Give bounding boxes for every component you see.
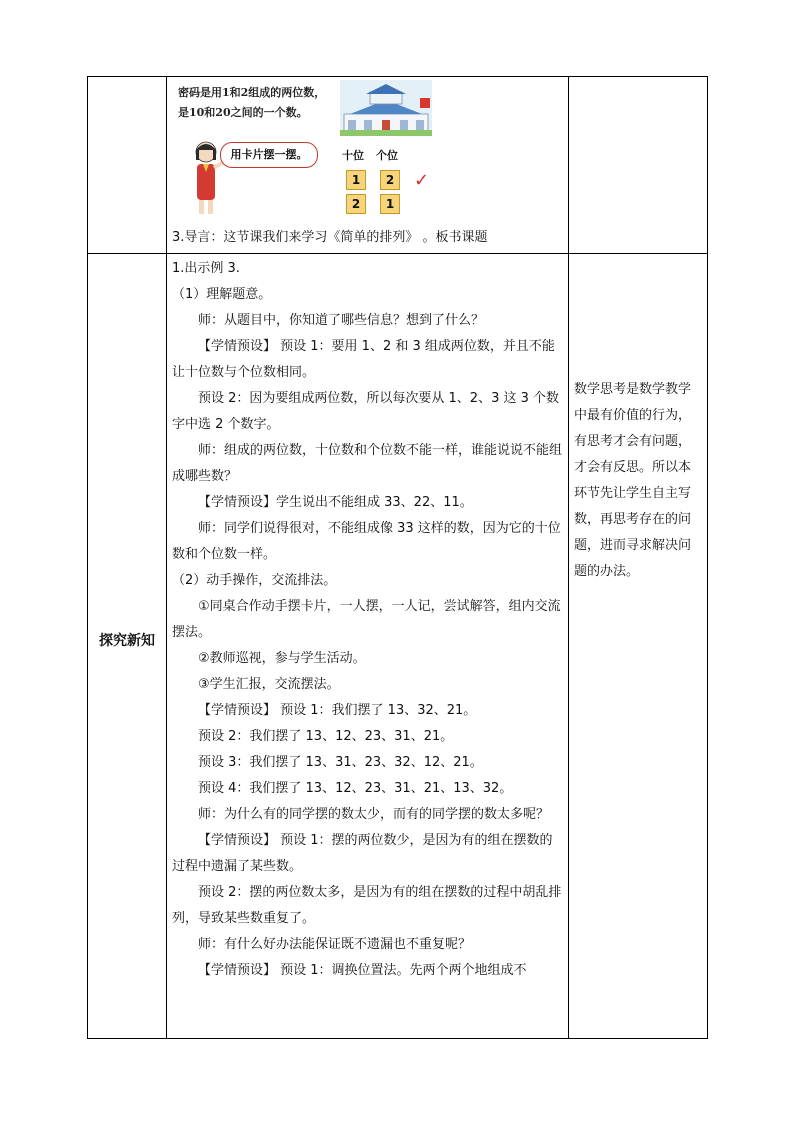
- digit-card: 1: [346, 170, 366, 190]
- content-paragraph: 师：为什么有的同学摆的数太少，而有的同学摆的数太多呢？: [198, 807, 550, 822]
- intro-line: 3.导言：这节课我们来学习《简单的排列》 。板书课题: [172, 230, 488, 245]
- content-paragraph: 预设 4：我们摆了 13、12、23、31、21、13、32。: [198, 781, 513, 796]
- check-mark-icon: ✓: [414, 170, 430, 191]
- digit-card: 2: [380, 170, 400, 190]
- content-paragraph: ①同桌合作动手摆卡片，一人摆，一人记，尝试解答，组内交流摆法。: [172, 599, 561, 640]
- illustration-line-1: 密码是用1和2组成的两位数，: [178, 86, 326, 99]
- design-note: 数学思考是数学教学中最有价值的行为，有思考才会有问题，才会有反思。所以本环节先让学生自主写数，再思考存在的问题，进而寻求解决问题的办法。: [574, 382, 692, 579]
- content-paragraph: 1.出示例 3.: [172, 261, 240, 276]
- stage-label: 探究新知: [99, 633, 155, 649]
- content-paragraph: 【学情预设】 预设 1：要用 1、2 和 3 组成两位数，并且不能让十位数与个位数相同。: [172, 339, 555, 380]
- illustration-line-2: 是10和20之间的一个数。: [178, 106, 308, 119]
- content-paragraph: 预设 2：摆的两位数太多，是因为有的组在摆数的过程中胡乱排列，导致某些数重复了。: [172, 885, 562, 926]
- content-paragraph: ③学生汇报，交流摆法。: [198, 677, 340, 692]
- content-paragraph: 【学情预设】 预设 1：摆的两位数少，是因为有的组在摆数的过程中遗漏了某些数。: [172, 833, 553, 874]
- speech-bubble: 用卡片摆一摆。: [220, 142, 318, 168]
- column-divider-1: [166, 76, 167, 1038]
- content-paragraph: ②教师巡视，参与学生活动。: [198, 651, 366, 666]
- palace-building-image: [340, 80, 432, 136]
- content-paragraph: 【学情预设】 预设 1：调换位置法。先两个两个地组成不: [198, 963, 527, 978]
- content-paragraph: 师：从题目中，你知道了哪些信息？想到了什么？: [198, 313, 485, 328]
- tens-place-label: 十位: [342, 149, 364, 162]
- content-paragraph: 预设 3：我们摆了 13、31、23、32、12、21。: [198, 755, 483, 770]
- content-paragraph: 师：有什么好办法能保证既不遗漏也不重复呢？: [198, 937, 472, 952]
- example-illustration: [172, 80, 432, 218]
- digit-card: 2: [346, 194, 366, 214]
- content-paragraph: 预设 2：我们摆了 13、12、23、31、21。: [198, 729, 454, 744]
- lesson-content: [172, 256, 564, 984]
- content-paragraph: 师：同学们说得很对，不能组成像 33 这样的数，因为它的十位数和个位数一样。: [172, 521, 561, 562]
- content-paragraph: 师：组成的两位数，十位数和个位数不能一样，谁能说说不能组成哪些数？: [172, 443, 563, 484]
- girl-figure-image: [186, 136, 226, 216]
- content-paragraph: （2）动手操作，交流排法。: [172, 573, 337, 588]
- ones-place-label: 个位: [376, 149, 398, 162]
- column-divider-2: [568, 76, 569, 1038]
- content-paragraph: 【学情预设】学生说出不能组成 33、22、11。: [198, 495, 473, 510]
- content-paragraph: 预设 2：因为要组成两位数，所以每次要从 1、2、3 这 3 个数字中选 2 个数字。: [172, 391, 560, 432]
- content-paragraph: 【学情预设】 预设 1：我们摆了 13、32、21。: [198, 703, 477, 718]
- content-paragraph: （1）理解题意。: [172, 287, 272, 302]
- row-divider: [87, 253, 707, 254]
- digit-card: 1: [380, 194, 400, 214]
